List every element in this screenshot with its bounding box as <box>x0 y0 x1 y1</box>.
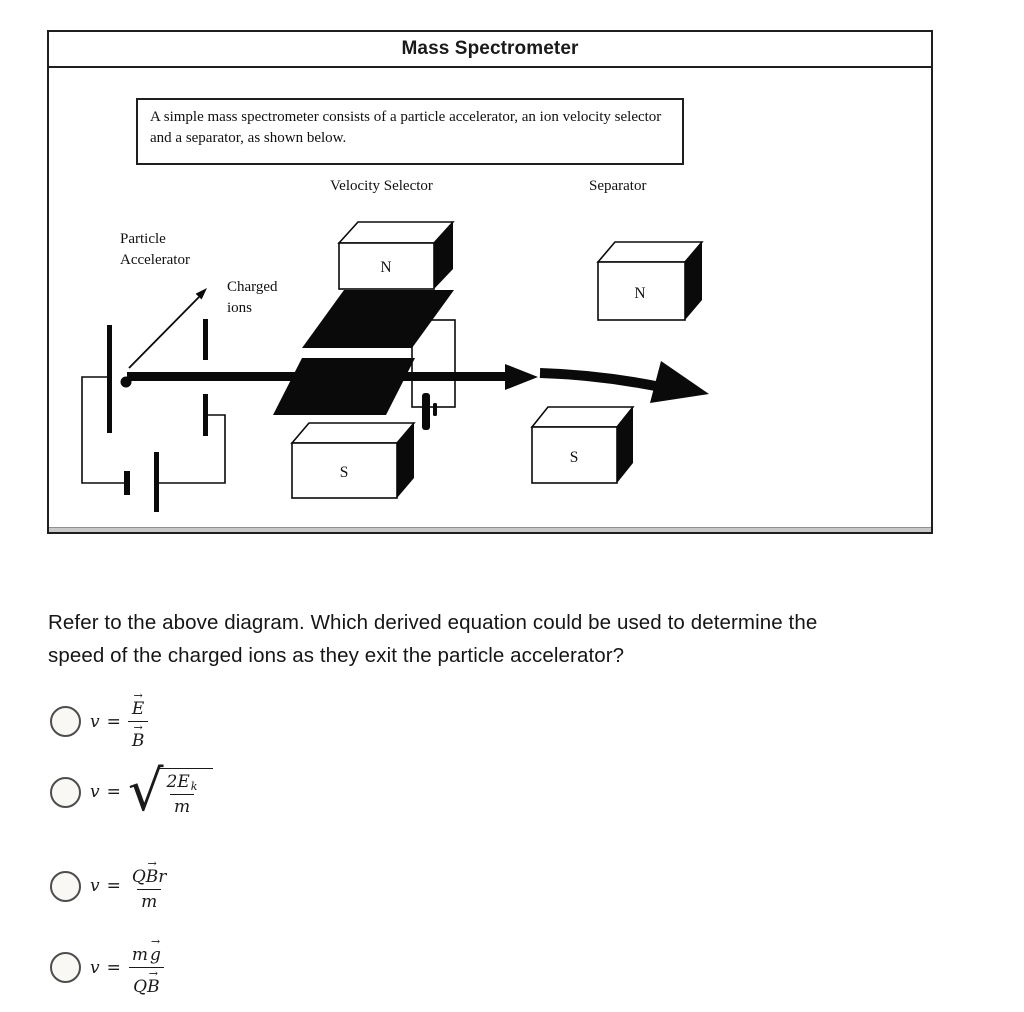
label-charged-ions: Charged ions <box>227 279 278 316</box>
label-particle-accelerator: Particle Accelerator <box>120 231 190 268</box>
equation-sqrt-2ek-over-m: v = √ 2E $_k$ m <box>90 767 213 817</box>
separator-north-magnet <box>598 242 702 320</box>
velocity-selector-south-magnet <box>292 423 414 498</box>
north-pole-label: N <box>380 259 392 276</box>
radio-button-option-3[interactable] <box>50 871 81 902</box>
label-separator: Separator <box>589 178 647 194</box>
equation-e-over-b: v = → E → B <box>90 692 148 751</box>
answer-option-1 <box>50 689 148 751</box>
vector-arrow: → <box>150 935 161 948</box>
vector-arrow: → <box>133 721 143 734</box>
velocity-selector-north-magnet <box>339 222 453 289</box>
radical-sign: √ <box>127 759 164 824</box>
question-text: Refer to the above diagram. Which derived equation could be used to determine the speed of the charged ions as they exit the particle accelerator? <box>48 611 818 667</box>
separator-south-magnet <box>532 407 633 483</box>
answer-option-4 <box>50 935 165 997</box>
equation-mg-over-qb: v = m → g Q → B <box>90 938 165 997</box>
south-pole-label: S <box>569 449 579 466</box>
panel-bottom-shade <box>49 527 931 532</box>
answer-option-3 <box>50 857 170 912</box>
vector-arrow: → <box>148 967 158 980</box>
radio-button-option-1[interactable] <box>50 706 81 737</box>
battery-long-plate <box>154 452 159 512</box>
deflected-beam-arrow <box>540 361 709 403</box>
north-pole-label: N <box>634 285 646 302</box>
label-velocity-selector: Velocity Selector <box>330 178 433 194</box>
vector-arrow: → <box>147 857 157 870</box>
charged-ions-arrow <box>129 288 207 368</box>
answer-option-2 <box>50 759 213 824</box>
ion-source-dot <box>121 377 132 388</box>
description-text: A simple mass spectrometer consists of a particle accelerator, an ion velocity selector and a separator, as shown below. <box>150 109 662 146</box>
south-pole-label: S <box>339 464 349 481</box>
radio-button-option-2[interactable] <box>50 777 81 808</box>
description-box <box>136 98 684 165</box>
vector-arrow: → <box>133 689 143 702</box>
velocity-selector-battery <box>422 393 437 430</box>
radio-button-option-4[interactable] <box>50 952 81 983</box>
panel-title <box>49 32 931 68</box>
panel-title-text: Mass Spectrometer <box>401 38 579 59</box>
equation-qbr-over-m: v = Q → B r m <box>90 857 167 912</box>
battery-short-plate <box>124 471 130 495</box>
mass-spectrometer-diagram <box>60 210 720 520</box>
